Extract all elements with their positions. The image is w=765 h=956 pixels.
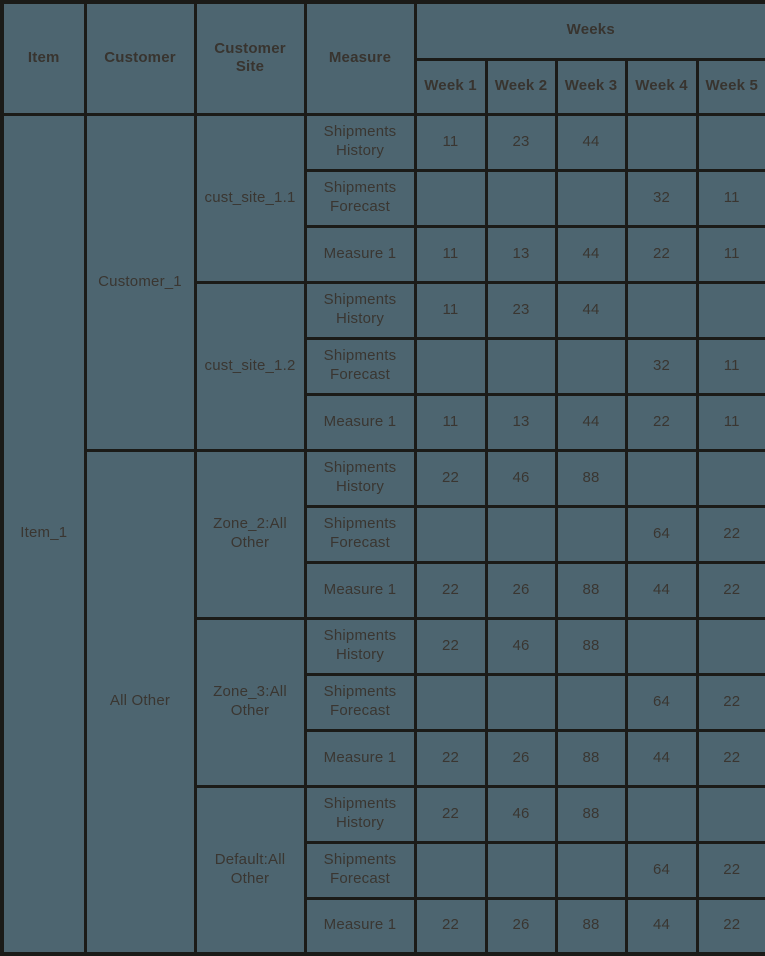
value-cell: 88 (556, 618, 626, 674)
value-cell (486, 170, 556, 226)
measure-cell: Shipments Forecast (305, 674, 415, 730)
value-cell: 32 (626, 338, 697, 394)
value-cell: 11 (415, 226, 486, 282)
value-cell (697, 114, 765, 170)
value-cell: 22 (415, 618, 486, 674)
value-cell (556, 338, 626, 394)
value-cell: 44 (626, 898, 697, 954)
site-cell: cust_site_1.2 (195, 282, 305, 450)
col-header-customer: Customer (85, 2, 195, 114)
value-cell: 26 (486, 562, 556, 618)
value-cell: 22 (697, 730, 765, 786)
value-cell: 22 (415, 898, 486, 954)
value-cell: 22 (626, 394, 697, 450)
site-cell: Zone_3:All Other (195, 618, 305, 786)
value-cell: 88 (556, 898, 626, 954)
col-header-week-5: Week 5 (697, 59, 765, 114)
value-cell: 64 (626, 674, 697, 730)
measure-cell: Shipments Forecast (305, 338, 415, 394)
value-cell: 44 (626, 562, 697, 618)
measure-cell: Measure 1 (305, 562, 415, 618)
value-cell: 11 (415, 282, 486, 338)
value-cell: 26 (486, 898, 556, 954)
value-cell: 11 (415, 114, 486, 170)
value-cell: 44 (556, 114, 626, 170)
value-cell: 11 (697, 170, 765, 226)
value-cell: 46 (486, 618, 556, 674)
value-cell: 22 (415, 562, 486, 618)
measure-cell: Shipments History (305, 282, 415, 338)
value-cell (486, 506, 556, 562)
value-cell (415, 674, 486, 730)
item-cell: Item_1 (2, 114, 85, 954)
value-cell (626, 786, 697, 842)
value-cell (626, 282, 697, 338)
customer-cell: Customer_1 (85, 114, 195, 450)
value-cell: 13 (486, 394, 556, 450)
value-cell (556, 842, 626, 898)
col-header-weeks: Weeks (415, 2, 765, 59)
value-cell: 11 (697, 226, 765, 282)
col-header-week-1: Week 1 (415, 59, 486, 114)
table-row (2, 450, 765, 506)
value-cell (697, 618, 765, 674)
value-cell (697, 282, 765, 338)
site-cell: cust_site_1.1 (195, 114, 305, 282)
value-cell (556, 170, 626, 226)
value-cell: 46 (486, 450, 556, 506)
value-cell: 22 (415, 730, 486, 786)
col-header-measure: Measure (305, 2, 415, 114)
value-cell: 11 (697, 394, 765, 450)
value-cell: 23 (486, 114, 556, 170)
site-cell: Zone_2:All Other (195, 450, 305, 618)
measure-cell: Measure 1 (305, 394, 415, 450)
col-header-week-2: Week 2 (486, 59, 556, 114)
value-cell: 22 (697, 898, 765, 954)
measure-cell: Shipments Forecast (305, 506, 415, 562)
measure-cell: Shipments History (305, 450, 415, 506)
value-cell: 22 (626, 226, 697, 282)
value-cell: 88 (556, 562, 626, 618)
value-cell: 22 (697, 506, 765, 562)
value-cell (626, 618, 697, 674)
value-cell (486, 842, 556, 898)
value-cell: 11 (697, 338, 765, 394)
value-cell (556, 506, 626, 562)
value-cell: 46 (486, 786, 556, 842)
value-cell: 22 (697, 562, 765, 618)
measure-cell: Shipments Forecast (305, 842, 415, 898)
col-header-week-3: Week 3 (556, 59, 626, 114)
value-cell: 23 (486, 282, 556, 338)
value-cell: 22 (697, 674, 765, 730)
value-cell (697, 450, 765, 506)
value-cell (415, 170, 486, 226)
value-cell (415, 506, 486, 562)
value-cell (486, 338, 556, 394)
value-cell: 32 (626, 170, 697, 226)
value-cell: 44 (556, 394, 626, 450)
value-cell: 22 (697, 842, 765, 898)
value-cell (415, 338, 486, 394)
col-header-customer-site: Customer Site (195, 2, 305, 114)
measure-cell: Measure 1 (305, 226, 415, 282)
measure-cell: Measure 1 (305, 730, 415, 786)
value-cell: 88 (556, 450, 626, 506)
value-cell: 88 (556, 786, 626, 842)
table-row (2, 114, 765, 170)
value-cell (556, 674, 626, 730)
measure-cell: Shipments Forecast (305, 170, 415, 226)
value-cell: 44 (556, 226, 626, 282)
value-cell: 64 (626, 842, 697, 898)
col-header-week-4: Week 4 (626, 59, 697, 114)
measure-cell: Shipments History (305, 114, 415, 170)
value-cell: 44 (626, 730, 697, 786)
measure-cell: Measure 1 (305, 898, 415, 954)
value-cell (486, 674, 556, 730)
measure-cell: Shipments History (305, 786, 415, 842)
col-header-item: Item (2, 2, 85, 114)
value-cell (697, 786, 765, 842)
value-cell (626, 450, 697, 506)
value-cell (415, 842, 486, 898)
value-cell: 22 (415, 786, 486, 842)
value-cell: 64 (626, 506, 697, 562)
header-row-top (2, 2, 765, 59)
value-cell: 13 (486, 226, 556, 282)
value-cell: 26 (486, 730, 556, 786)
site-cell: Default:All Other (195, 786, 305, 954)
value-cell (626, 114, 697, 170)
value-cell: 88 (556, 730, 626, 786)
value-cell: 22 (415, 450, 486, 506)
value-cell: 44 (556, 282, 626, 338)
measure-cell: Shipments History (305, 618, 415, 674)
value-cell: 11 (415, 394, 486, 450)
customer-cell: All Other (85, 450, 195, 954)
